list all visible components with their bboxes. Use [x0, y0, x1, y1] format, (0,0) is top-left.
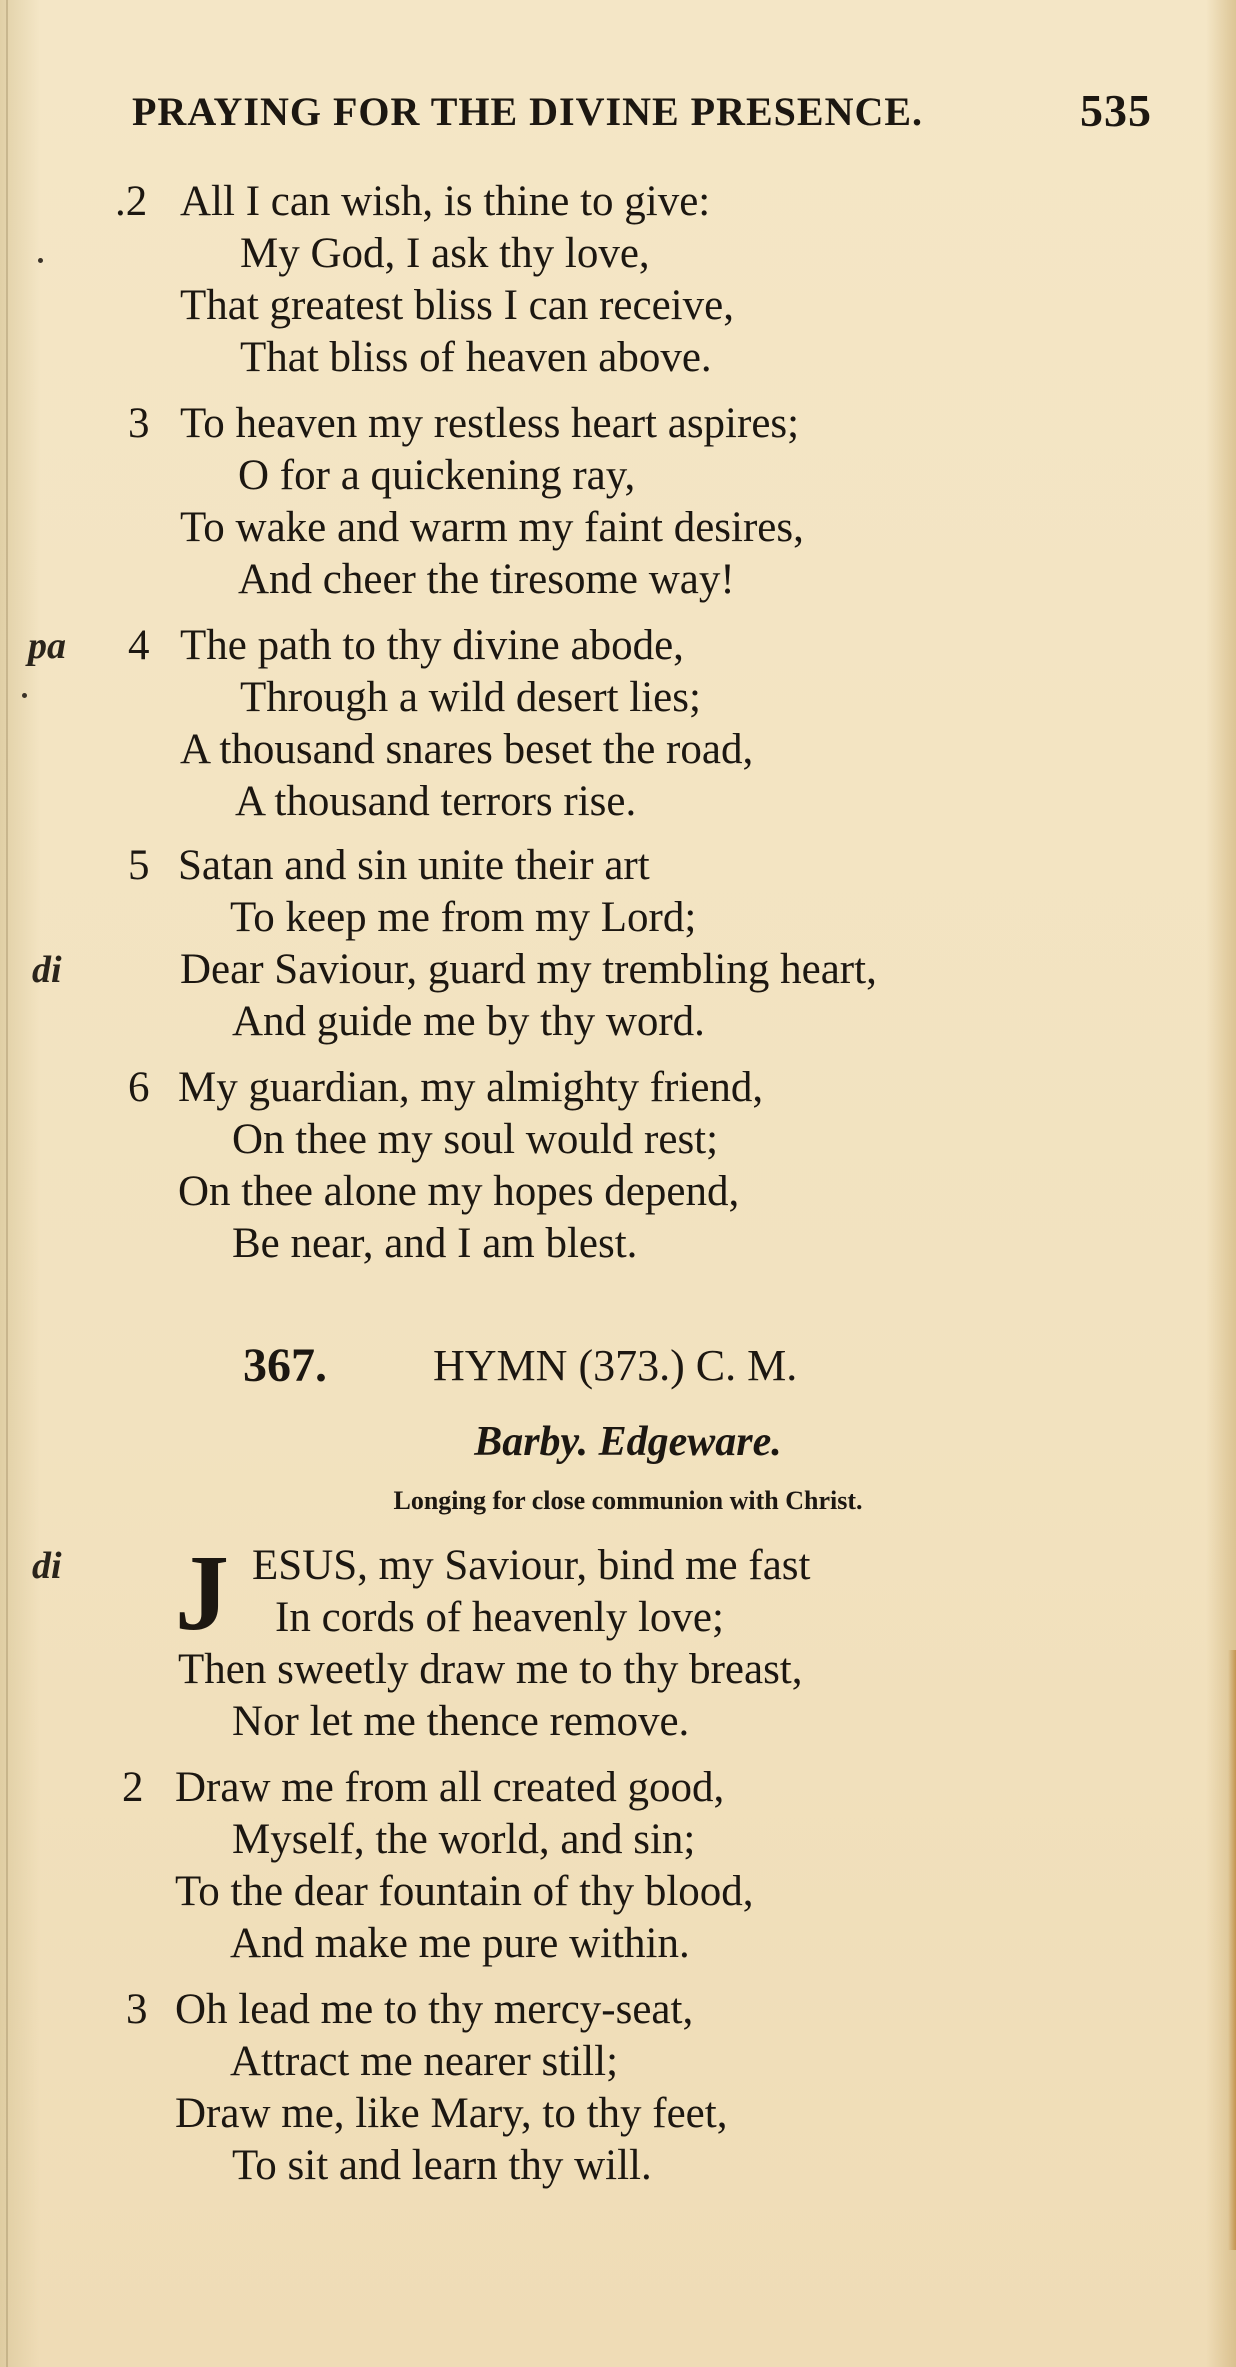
stanza-number: 4 — [128, 622, 150, 669]
verse-line: The path to thy divine abode, — [180, 622, 684, 669]
verse-line: All I can wish, is thine to give: — [180, 178, 711, 225]
gutter-line — [6, 0, 8, 2367]
verse-line: My guardian, my almighty friend, — [178, 1064, 764, 1111]
stanza-number: 2 — [122, 1764, 144, 1811]
verse-line: To keep me from my Lord; — [230, 894, 697, 941]
verse-line: Draw me from all created good, — [175, 1764, 725, 1811]
stanza-number: 3 — [126, 1986, 148, 2033]
tune-names: Barby. Edgeware. — [474, 1419, 782, 1465]
hymn-subject: Longing for close communion with Christ. — [393, 1486, 863, 1515]
page-number: 535 — [1080, 85, 1152, 136]
verse-line: Draw me, like Mary, to thy feet, — [175, 2090, 728, 2137]
verse-line: O for a quickening ray, — [238, 452, 636, 499]
verse-line: Oh lead me to thy mercy-seat, — [175, 1986, 694, 2033]
verse-line: Be near, and I am blest. — [232, 1220, 638, 1267]
stanza-number: 3 — [128, 400, 150, 447]
hymn-label: HYMN (373.) C. M. — [433, 1341, 798, 1390]
verse-line: Myself, the world, and sin; — [232, 1816, 696, 1863]
verse-line: In cords of heavenly love; — [275, 1594, 724, 1641]
verse-line: Attract me nearer still; — [230, 2038, 619, 2085]
margin-dynamic-mark: pa — [28, 625, 66, 667]
header-title: PRAYING FOR THE DIVINE PRESENCE. — [132, 89, 924, 134]
stanza-number: .2 — [115, 178, 148, 225]
margin-dynamic-mark: di — [32, 1545, 62, 1587]
ink-speck — [38, 258, 43, 263]
verse-line: On thee alone my hopes depend, — [178, 1168, 740, 1215]
verse-line: ESUS, my Saviour, bind me fast — [252, 1542, 811, 1589]
verse-line: Dear Saviour, guard my trembling heart, — [180, 946, 877, 993]
verse-line: A thousand terrors rise. — [235, 778, 637, 825]
verse-line: And guide me by thy word. — [232, 998, 705, 1045]
verse-line: To the dear fountain of thy blood, — [175, 1868, 754, 1915]
hymn-heading — [0, 1338, 1236, 1398]
verse-line: Through a wild desert lies; — [240, 674, 701, 721]
verse-line: My God, I ask thy love, — [240, 230, 650, 277]
verse-line: That bliss of heaven above. — [240, 334, 712, 381]
verse-line: And cheer the tiresome way! — [238, 556, 735, 603]
verse-line: On thee my soul would rest; — [232, 1116, 719, 1163]
verse-line: And make me pure within. — [230, 1920, 690, 1967]
verse-line: Satan and sin unite their art — [178, 842, 650, 889]
verse-line: Then sweetly draw me to thy breast, — [178, 1646, 803, 1693]
verse-line: Nor let me thence remove. — [232, 1698, 690, 1745]
drop-cap: J — [175, 1534, 229, 1653]
hymn-number: 367. — [243, 1339, 327, 1392]
running-header — [132, 85, 1152, 138]
verse-line: To heaven my restless heart aspires; — [180, 400, 800, 447]
stanza-number: 5 — [128, 842, 150, 889]
margin-dynamic-mark: di — [32, 949, 62, 991]
verse-line: That greatest bliss I can receive, — [180, 282, 734, 329]
page-edge-stain — [1228, 1650, 1236, 2250]
verse-line: A thousand snares beset the road, — [180, 726, 754, 773]
ink-speck — [22, 693, 27, 698]
verse-line: To wake and warm my faint desires, — [180, 504, 804, 551]
stanza-number: 6 — [128, 1064, 150, 1111]
verse-line: To sit and learn thy will. — [232, 2142, 652, 2189]
